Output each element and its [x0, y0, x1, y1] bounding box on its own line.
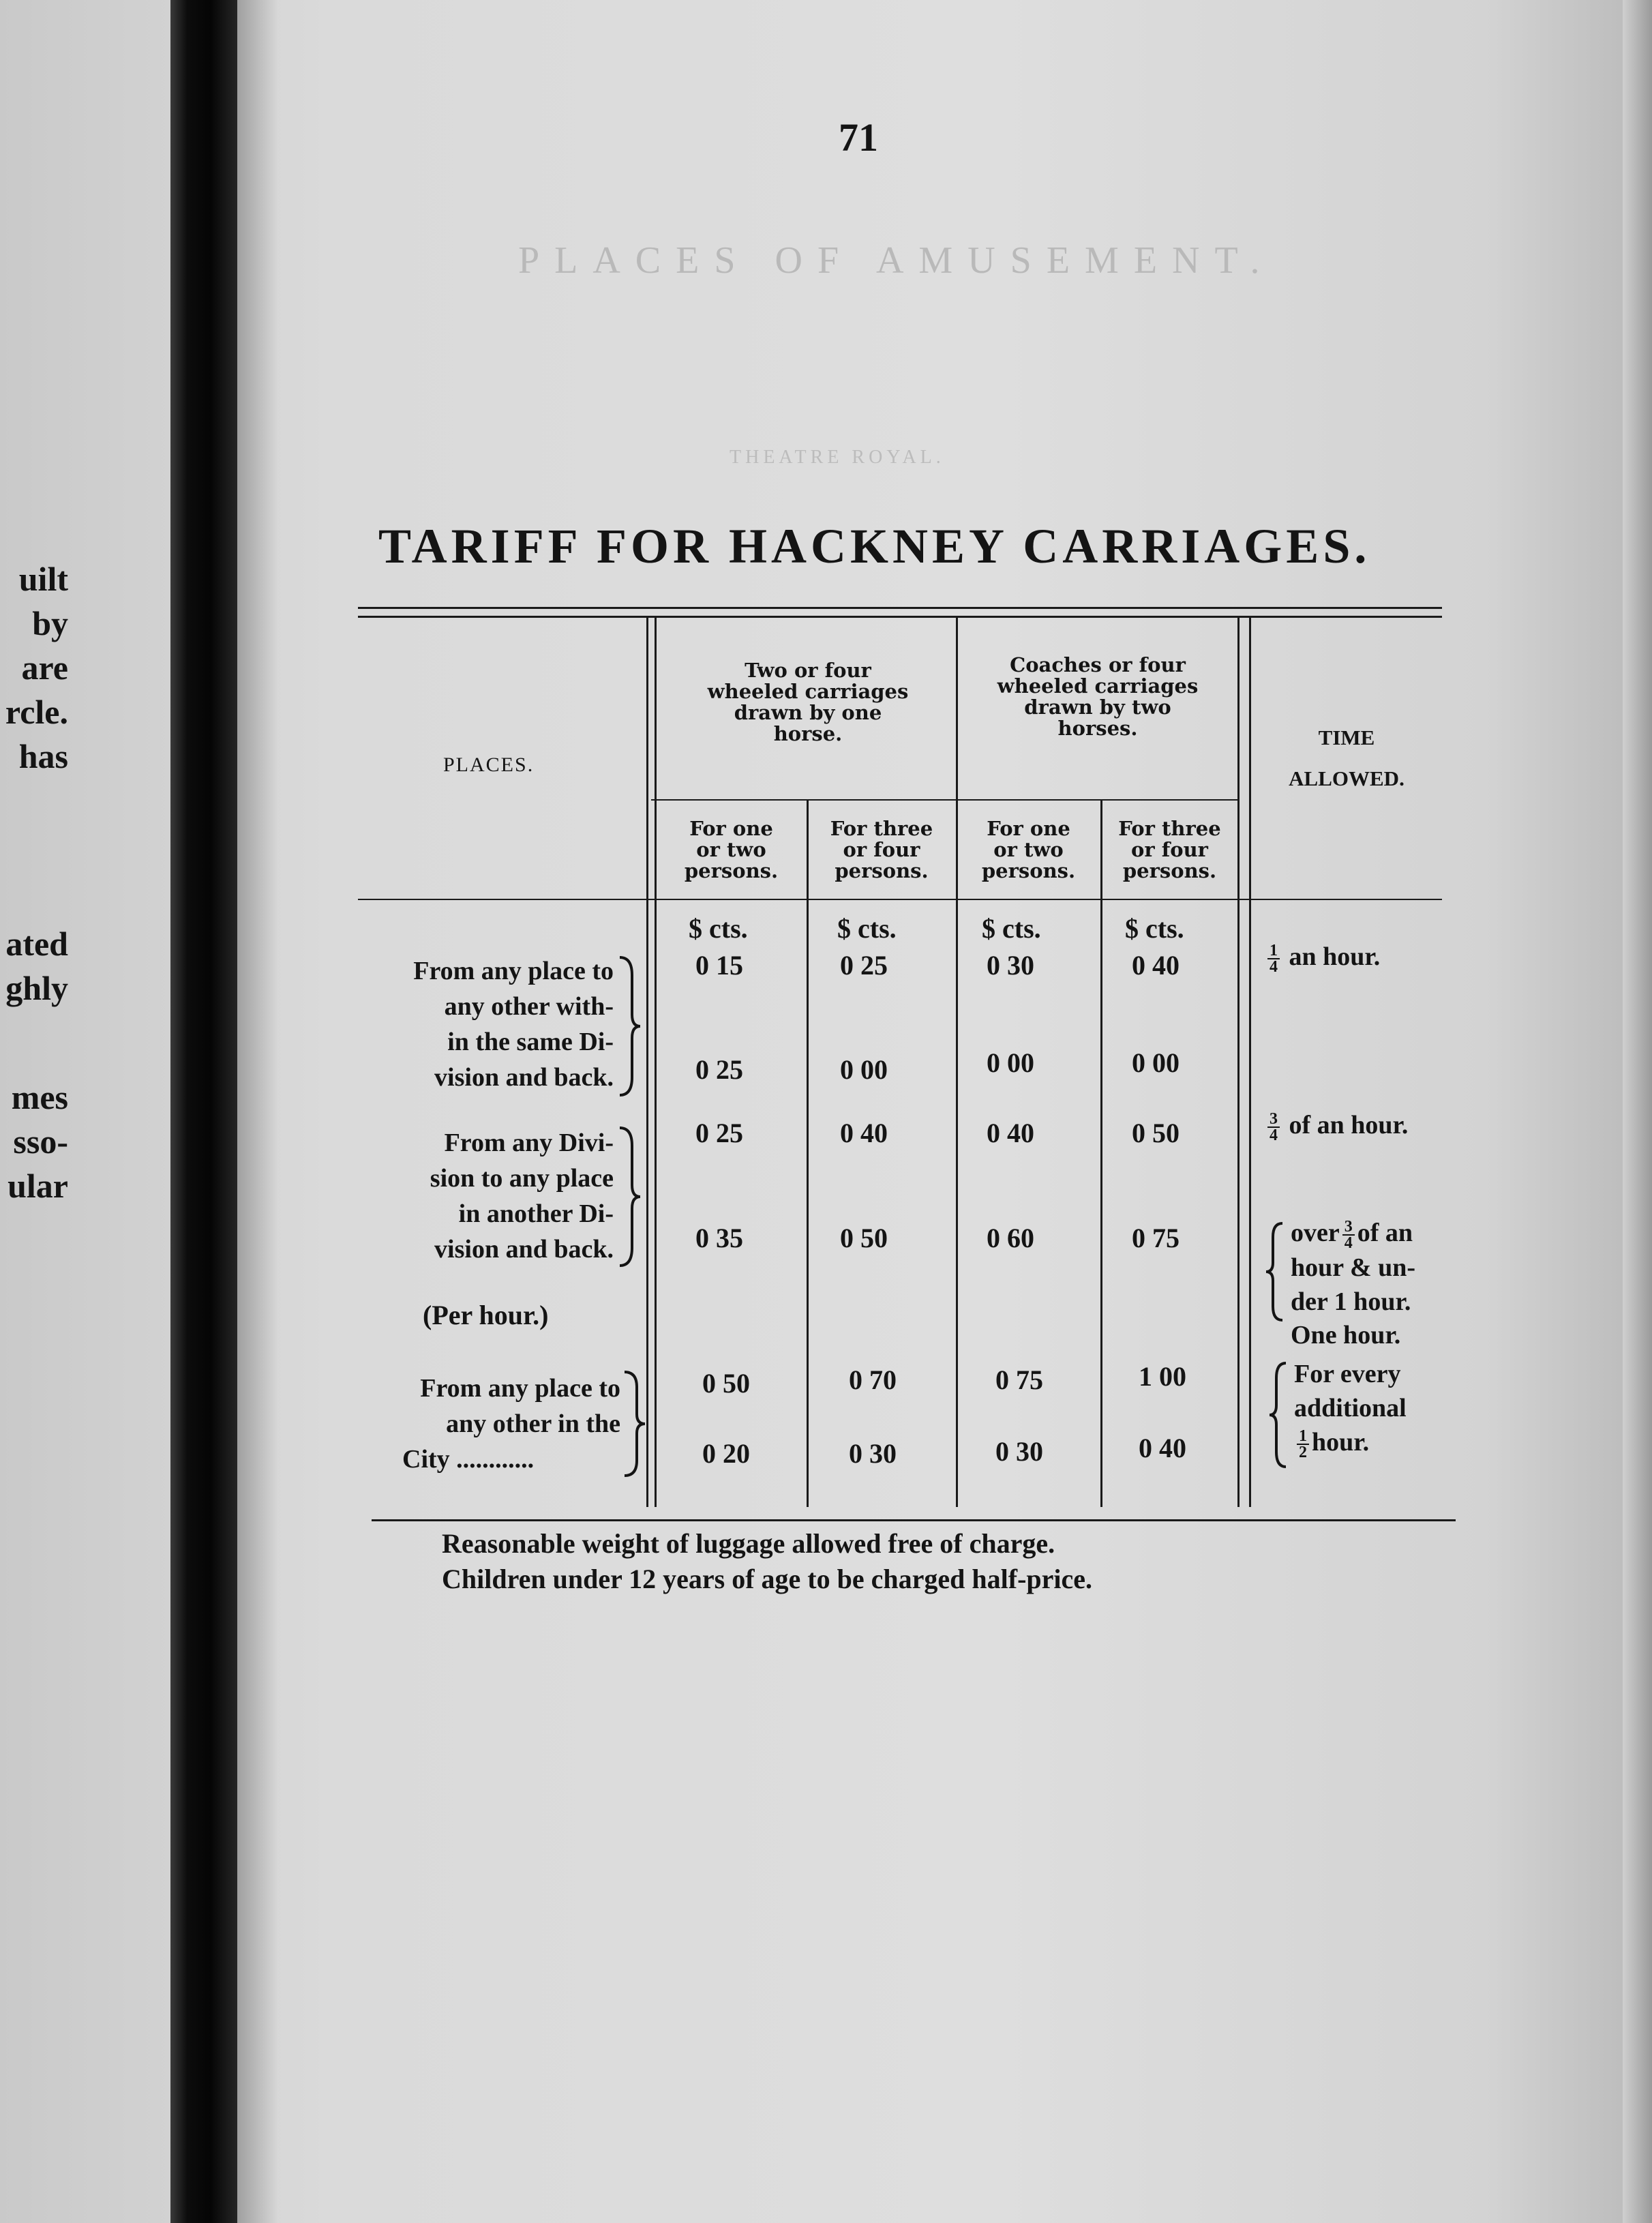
- fare-value: 0 30: [995, 1436, 1043, 1467]
- brace-icon: [1265, 1221, 1285, 1323]
- fare-value: 0 40: [840, 1118, 888, 1148]
- left-page-fragment: has: [18, 737, 68, 775]
- left-page-fragment: sso-: [13, 1122, 68, 1161]
- page-title: TARIFF FOR HACKNEY CARRIAGES.: [378, 519, 1371, 573]
- fare-value: 0 00: [1132, 1047, 1180, 1078]
- brace-icon: [617, 1125, 642, 1268]
- fare-value: 0 40: [987, 1118, 1034, 1148]
- fare-value: 0 25: [840, 950, 888, 981]
- table-top-rule: [358, 607, 1442, 609]
- left-page-fragment: are: [21, 648, 68, 687]
- left-page-fragment: by: [32, 604, 68, 642]
- fare-value: 0 70: [849, 1364, 897, 1395]
- column-divider: [646, 617, 648, 1507]
- fraction: $\frac{3}{4}$: [1267, 1112, 1280, 1143]
- page-edge: [1623, 0, 1652, 2223]
- fare-value: 0 50: [1132, 1118, 1180, 1148]
- table-top-rule: [358, 616, 1442, 618]
- place-description: From any Divi- sion to any place in another Di- vision and back.: [430, 1129, 614, 1264]
- fare-value: 0 35: [695, 1223, 743, 1253]
- footnote: Children under 12 years of age to be charged half-price.: [442, 1564, 1093, 1594]
- brace-icon: [622, 1369, 646, 1478]
- fraction: $\frac{1}{2}$: [1297, 1429, 1309, 1460]
- book-gutter: [170, 0, 237, 2223]
- fare-value: 0 50: [702, 1368, 750, 1399]
- footnote: Reasonable weight of luggage allowed free of charge.: [442, 1528, 1055, 1559]
- left-page-fragment: ular: [7, 1167, 68, 1205]
- subheader-cell: For three or four persons.: [1118, 817, 1221, 882]
- currency-unit: $ cts.: [689, 913, 748, 944]
- fare-value: 0 40: [1132, 950, 1180, 981]
- time-allowed: $\frac{1}{4}$ an hour.: [1265, 940, 1380, 974]
- time-allowed-header: TIME ALLOWED.: [1289, 726, 1405, 790]
- bleed-through-header: PLACES OF AMUSEMENT.: [518, 239, 1275, 282]
- fare-value: 0 00: [987, 1047, 1034, 1078]
- subheader-cell: For three or four persons.: [830, 817, 933, 882]
- left-page-fragment: ghly: [5, 969, 68, 1007]
- subheader-cell: For one or two persons.: [684, 817, 779, 882]
- place-description: From any place to any other in the City ............: [402, 1374, 620, 1474]
- bleed-through-subheader: THEATRE ROYAL.: [730, 447, 945, 468]
- subheader-rule: [651, 799, 1237, 801]
- column-divider: [655, 617, 657, 1507]
- fare-value: 1 00: [1139, 1361, 1186, 1392]
- column-divider: [1249, 617, 1251, 1507]
- column-divider: [1100, 799, 1102, 1507]
- time-allowed: over $\frac{3}{4}$ of an hour & un- der 1 hour.: [1291, 1218, 1416, 1317]
- fare-value: 0 15: [695, 950, 743, 981]
- page-number: 71: [839, 115, 878, 160]
- brace-icon: [1268, 1360, 1289, 1469]
- fare-value: 0 30: [987, 950, 1034, 981]
- table-bottom-rule: [372, 1519, 1456, 1521]
- fare-value: 0 20: [702, 1438, 750, 1469]
- time-allowed: For every additional $\frac{1}{2}$ hour.: [1294, 1360, 1407, 1462]
- places-header: PLACES.: [443, 754, 535, 776]
- fare-value: 0 25: [695, 1054, 743, 1085]
- subheader-cell: For one or two persons.: [981, 817, 1076, 882]
- left-page-fragment: mes: [11, 1078, 68, 1116]
- left-page-fragment: uilt: [18, 560, 68, 598]
- time-allowed: $\frac{3}{4}$ of an hour.: [1265, 1108, 1408, 1143]
- fare-value: 0 50: [840, 1223, 888, 1253]
- column-divider: [807, 799, 809, 1507]
- brace-icon: [617, 955, 642, 1098]
- fare-value: 0 30: [849, 1438, 897, 1469]
- gutter-shadow: [237, 0, 278, 2223]
- per-hour-label: (Per hour.): [423, 1300, 549, 1330]
- one-horse-header: Two or four wheeled carriages drawn by one horse.: [707, 659, 909, 745]
- fare-value: 0 40: [1139, 1433, 1186, 1463]
- time-allowed: One hour.: [1291, 1321, 1401, 1349]
- currency-unit: $ cts.: [837, 913, 897, 944]
- left-page-fragment: rcle.: [5, 693, 68, 731]
- fraction: $\frac{1}{4}$: [1267, 943, 1280, 974]
- fare-value: 0 75: [995, 1364, 1043, 1395]
- header-bottom-rule: [358, 899, 1442, 900]
- left-page-fragment: ated: [5, 925, 68, 963]
- place-description: From any place to any other with- in the same Di- vision and back.: [413, 957, 614, 1092]
- fare-value: 0 60: [987, 1223, 1034, 1253]
- column-divider: [956, 617, 958, 1507]
- currency-unit: $ cts.: [1125, 913, 1184, 944]
- fraction: $\frac{3}{4}$: [1342, 1219, 1355, 1251]
- currency-unit: $ cts.: [982, 913, 1041, 944]
- fare-value: 0 00: [840, 1054, 888, 1085]
- fare-value: 0 75: [1132, 1223, 1180, 1253]
- two-horse-header: Coaches or four wheeled carriages drawn by two horses.: [997, 653, 1199, 740]
- column-divider: [1237, 617, 1240, 1507]
- fare-value: 0 25: [695, 1118, 743, 1148]
